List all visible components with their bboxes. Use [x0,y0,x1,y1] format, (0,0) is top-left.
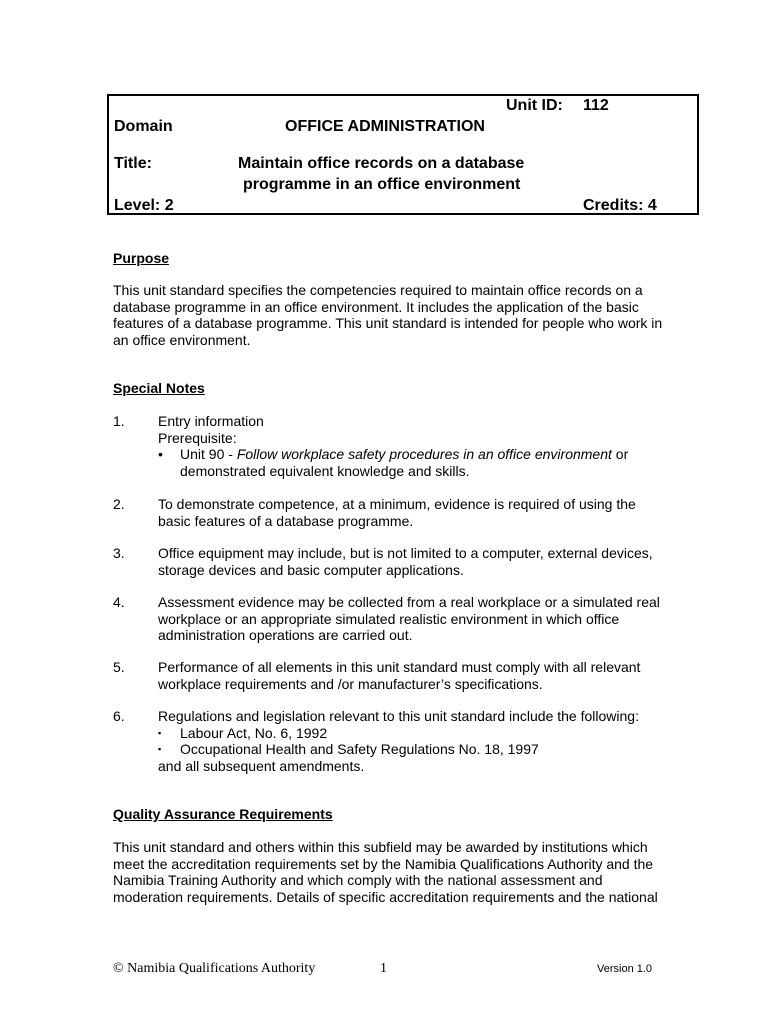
bullet-icon: • [158,446,163,463]
note-3-line: Office equipment may include, but is not limited to a computer, external devices, [158,545,653,561]
square-bullet-icon: ▪ [158,744,162,755]
title-label: Title: [114,155,152,172]
note-5-line: Performance of all elements in this unit standard must comply with all relevant [158,659,641,675]
bullet-italic-text: Follow workplace safety procedures in an office environment [236,446,612,463]
note-2-line: basic features of a database programme. [158,512,414,529]
bullet-prefix: Unit 90 - [180,446,237,463]
bullet-suffix: or [611,446,629,463]
qa-line: moderation requirements. Details of specific accreditation requirements and the national [113,888,658,905]
note-6-last-line: and all subsequent amendments. [158,757,365,774]
purpose-line: features of a database programme. This unit standard is intended for people who work in [113,315,663,332]
note-number: 3. [113,545,125,561]
title-line-1: Maintain office records on a database [238,155,525,172]
level: Level: 2 [114,197,174,214]
credits: Credits: 4 [583,197,657,214]
note-number: 4. [113,594,125,610]
purpose-line: an office environment. [113,331,251,348]
note-number: 2. [113,496,125,512]
square-bullet-icon: ▪ [158,727,162,738]
note-4-line: Assessment evidence may be collected from a real workplace or a simulated real [158,594,660,610]
note-3-line: storage devices and basic computer applications. [158,561,464,578]
note-2-line: To demonstrate competence, at a minimum, evidence is required of using the [158,496,636,512]
domain-value: OFFICE ADMINISTRATION [285,118,485,135]
footer-copyright: © Namibia Qualifications Authority [113,961,316,976]
note-6-bullet [158,725,327,742]
qa-line: This unit standard and others within this subfield may be awarded by institutions which [113,839,648,855]
purpose-line: database programme in an office environment. It includes the application of the basic [113,298,639,315]
note-1-line-2: Prerequisite: [158,429,237,446]
note-number: 1. [113,413,125,429]
note-1-bullet [158,446,628,463]
note-6-line-1: Regulations and legislation relevant to this unit standard include the following: [158,708,639,724]
note-1-bullet-line-2: demonstrated equivalent knowledge and skills. [180,462,470,479]
note-5-line: workplace requirements and /or manufacturer’s specifications. [158,675,543,692]
qa-line: Namibia Training Authority and which comply with the national assessment and [113,872,603,889]
note-1-line-1: Entry information [158,413,264,429]
domain-label: Domain [114,118,173,135]
unit-id-value: 112 [583,97,609,114]
purpose-heading: Purpose [113,250,170,266]
note-number: 5. [113,659,125,675]
footer-version: Version 1.0 [597,963,653,975]
note-number: 6. [113,708,125,724]
purpose-line: This unit standard specifies the competencies required to maintain office records on a [113,282,643,298]
qa-heading: Quality Assurance Requirements [113,806,333,822]
bullet-text: Labour Act, No. 6, 1992 [180,724,328,741]
title-line-2: programme in an office environment [243,176,521,193]
qa-line: meet the accreditation requirements set by the Namibia Qualifications Authority and the [113,855,654,872]
unit-id-label: Unit ID: [506,97,563,114]
footer-page-number: 1 [380,961,387,976]
note-6-bullet [158,741,539,758]
note-4-line: administration operations are carried out. [158,627,413,644]
note-4-line: workplace or an appropriate simulated realistic environment in which office [158,610,620,627]
bullet-text: Occupational Health and Safety Regulations No. 18, 1997 [180,741,539,758]
special-notes-heading: Special Notes [113,380,205,396]
